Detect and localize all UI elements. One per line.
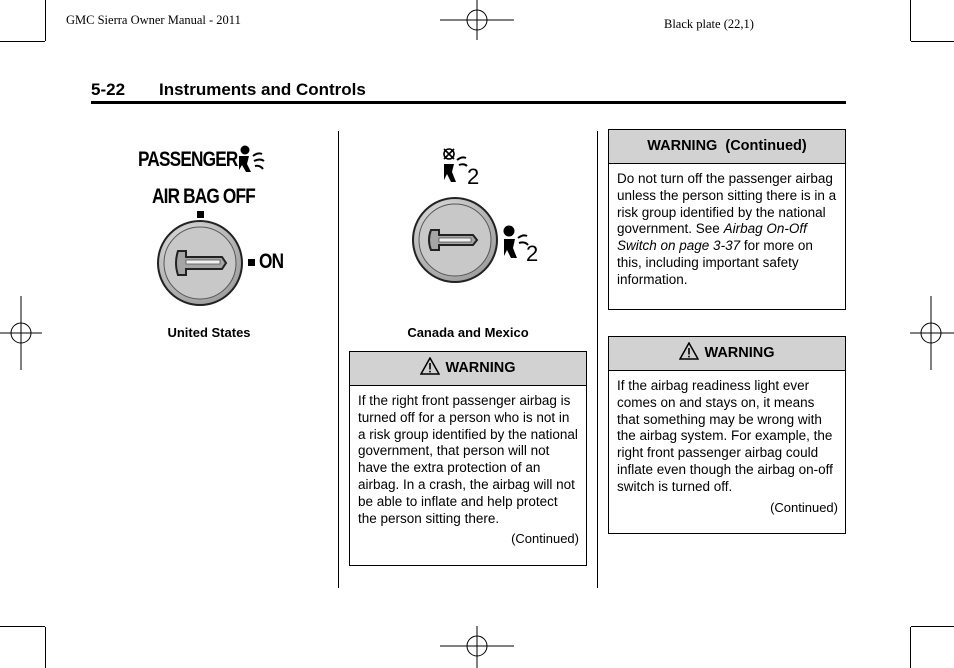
registration-mark-right [910,296,954,372]
warning-text: for more on this, including important safety information. [617,238,813,287]
off-position-marker [197,211,204,218]
crop-mark [911,41,954,42]
warning-body [609,164,845,289]
crop-mark [0,41,45,42]
registration-mark-bottom [440,626,516,668]
warning-title: WARNING [704,345,775,361]
section-heading [91,80,366,100]
registration-mark-top [440,0,516,42]
airbag-on-symbol-icon [501,224,547,264]
continued-note: (Continued) [770,499,838,515]
warning-body: If the right front passenger airbag is turned off for a person who is not in a risk group identified by the national government, that person will not have the extra protection of an airbag. In a crash, the airbag will not be able to inflate and help protect the person sitting there. [358,393,578,526]
label-airbag-off: AIR BAG OFF [152,185,255,208]
figure-canada-switch [405,144,555,289]
figure-caption-us: United States [167,325,251,340]
warning-triangle-icon [420,357,440,375]
child-seat-number: 2 [526,241,539,264]
warning-text: Do not turn off the passenger airbag unless the person sitting there is in a risk group identified by the national government. See [617,171,837,237]
label-passenger: PASSENGER [138,148,238,171]
key-switch-icon [156,219,246,309]
heading-rule [91,101,846,104]
warning-title: WARNING [445,360,516,376]
registration-mark-left [0,296,44,372]
warning-header [609,337,845,371]
continued-note: (Continued) [511,531,579,547]
cross-reference-link[interactable]: Airbag On-Off Switch on page 3-37 [617,221,807,254]
warning-header [350,352,586,386]
crop-mark [910,627,911,668]
figure-us-switch [130,140,300,315]
crop-mark [0,626,45,627]
airbag-off-symbol-icon [441,146,487,188]
warning-triangle-icon [679,342,699,360]
crop-mark [910,0,911,41]
page-number: 5-22 [91,80,126,99]
child-seat-number: 2 [467,164,480,188]
warning-title: WARNING (Continued) [647,138,807,154]
on-position-marker [248,259,255,266]
crop-mark [911,626,954,627]
key-switch-icon [411,196,501,286]
warning-box-readiness-light [608,336,846,534]
figure-caption-canada: Canada and Mexico [407,325,529,340]
running-header-title: GMC Sierra Owner Manual - 2011 [66,13,241,27]
section-title: Instruments and Controls [159,80,366,99]
airbag-person-icon [236,144,270,174]
label-on: ON [259,250,284,273]
column-divider [597,131,598,588]
warning-box-passenger-airbag [349,351,587,566]
crop-mark [45,627,46,668]
warning-box-continued [608,129,846,310]
column-divider [338,131,339,588]
warning-body: If the airbag readiness light ever comes on and stays on, it means that something may be wrong with the airbag system. For example, the right front passenger airbag could inflate even though the airbag on-off switch is turned off. [617,378,833,494]
plate-label: Black plate (22,1) [664,17,754,31]
crop-mark [45,0,46,41]
warning-header [609,130,845,164]
